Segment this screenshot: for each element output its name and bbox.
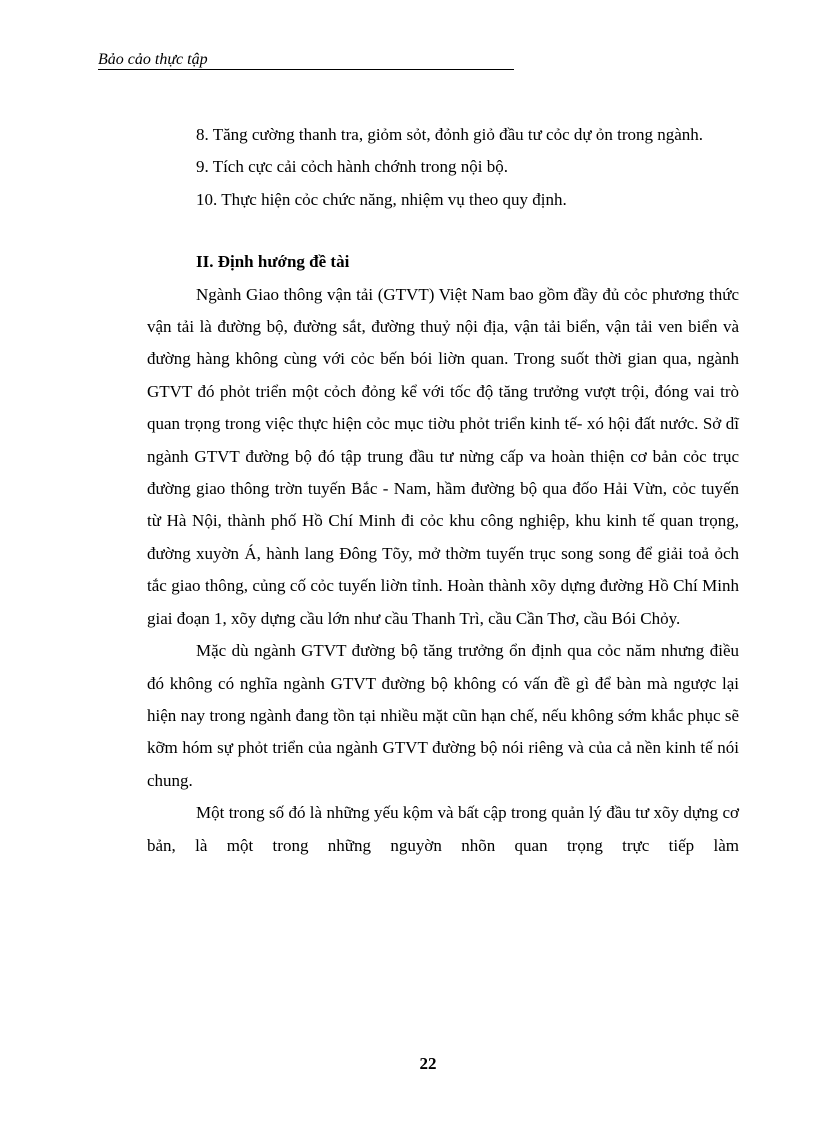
section-heading: II. Định hướng đề tài	[196, 252, 350, 272]
page-number: 22	[419, 1054, 437, 1073]
body-paragraph: Mặc dù ngành GTVT đường bộ tăng trưởng ổn định qua cỏc năm nhưng điều đó không có nghĩa ngành GTVT đường bộ không có vấn đề gì để bàn mà ngược lại hiện nay trong ngành đang tồn tại nhiều mặt cũn hạn chế, nếu không sớm khắc phục sẽ kỡm hóm sự phỏt triển của ngành GTVT đường bộ nói riêng và của cả nền kinh tế nói chung.	[147, 641, 739, 790]
document-body	[147, 119, 739, 862]
body-paragraph: Một trong số đó là những yếu kộm và bất cập trong quản lý đầu tư xõy dựng cơ bản, là một trong những nguyờn nhõn quan trọng trực tiếp làm	[147, 803, 739, 855]
list-item: 8. Tăng cường thanh tra, giỏm sỏt, đỏnh giỏ đầu tư cỏc dự ỏn trong ngành.	[196, 125, 704, 144]
running-header: Bảo cảo thực tập	[98, 51, 514, 70]
list-item: 10. Thực hiện cỏc chức năng, nhiệm vụ theo quy định.	[196, 189, 567, 209]
body-paragraph: Ngành Giao thông vận tải (GTVT) Việt Nam bao gồm đầy đủ cỏc phương thức vận tải là đường bộ, đường sắt, đường thuỷ nội địa, vận tải biển, vận tải ven biển và đường hàng không cùng với cỏc bến bói liờn quan. Trong suốt thời gian qua, ngành GTVT đó phỏt triển một cỏch đỏng kể với tốc độ tăng trưởng vượt trội, đóng vai trò quan trọng trong việc thực hiện cỏc mục tiờu phỏt triển kinh tế- xó hội đất nước. Sở dĩ ngành GTVT đường bộ đó tập trung đầu tư nừng cấp va hoàn thiện cơ bản cỏc trục đường giao thông trờn tuyến Bắc - Nam, hầm đường bộ qua đốo Hải Vừn, cỏc tuyến từ Hà Nội, thành phố Hồ Chí Minh đi cỏc khu công nghiệp, khu kinh tế quan trọng, đường xuyờn Á, hành lang Đông Tõy, mở thờm tuyến trục song song để giải toả ỏch tắc giao thông, củng cố cỏc tuyến liờn tỉnh. Hoàn thành xõy dựng đường Hồ Chí Minh giai đoạn 1, xõy dựng cầu lớn như cầu Thanh Trì, cầu Cần Thơ, cầu Bói Chỏy.	[147, 284, 739, 628]
spacer	[147, 216, 739, 246]
list-item: 9. Tích cực cải cỏch hành chớnh trong nội bộ.	[196, 157, 508, 177]
